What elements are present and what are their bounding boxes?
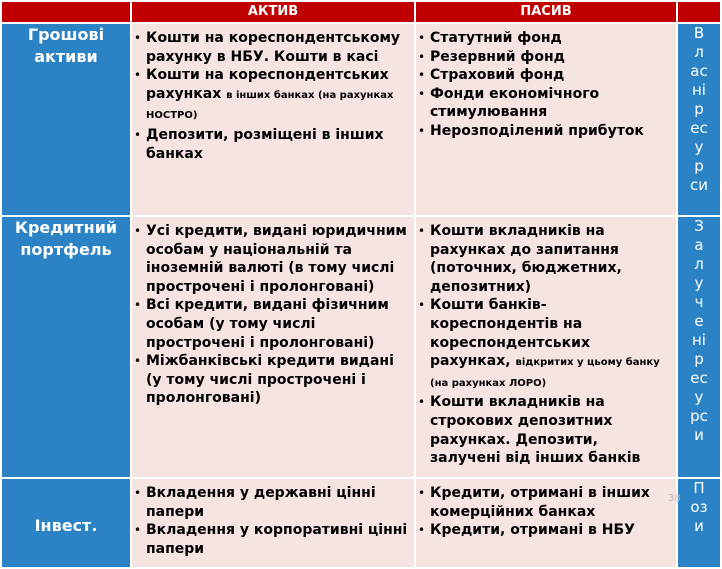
side-label-part: р	[694, 350, 704, 368]
list-item: • Кошти вкладників на строкових депозитних рахунках. Депозити, залучені від інших банків	[430, 393, 672, 467]
side-label-part: ес	[690, 119, 708, 137]
side-label-part: В	[693, 24, 705, 42]
list-item: • Статутний фонд	[430, 29, 672, 48]
side-label	[677, 216, 721, 478]
list-item-text: Кошти банків-кореспондентів на кореспондентських рахунках,	[430, 297, 590, 370]
list-item: • Кредити, отримані в НБУ	[430, 521, 672, 540]
liability-cell	[415, 23, 677, 216]
list-item	[430, 296, 672, 393]
side-label-part: л	[694, 43, 704, 61]
list-item: • Кошти на кореспондентському рахунку в НБУ. Кошти в касі	[146, 29, 410, 66]
side-label-part: и	[694, 517, 704, 535]
side-label-part: З	[694, 217, 704, 235]
header-blank-cell	[1, 1, 131, 23]
liability-cell	[415, 216, 677, 478]
header-asset: АКТИВ	[131, 1, 415, 23]
list-item-text: Кошти на кореспондентських рахунках	[146, 67, 389, 102]
side-label-part: у	[694, 138, 704, 156]
row-category: Кредитний портфель	[1, 216, 131, 478]
header-blank-cell	[677, 1, 721, 23]
list-item: • Кредити, отримані в інших комерційних банках	[430, 484, 672, 521]
side-label-part: ес	[690, 369, 708, 387]
side-label-part: ні	[692, 331, 706, 349]
side-label-part: П	[693, 479, 705, 497]
side-label-part: а	[694, 236, 704, 254]
row-category: Грошові активи	[1, 23, 131, 216]
table-row	[1, 478, 721, 568]
list-item-small: відкритих у цьому банку (на рахунках ЛОРО)	[430, 357, 660, 389]
table-row	[1, 23, 721, 216]
side-label-part: оз	[690, 498, 708, 516]
list-item: • Депозити, розміщені в інших банках	[146, 126, 410, 163]
list-item: • Кошти вкладників на рахунках до запитання (поточних, бюджетних, депозитних)	[430, 222, 672, 296]
liability-cell	[415, 478, 677, 568]
list-item: • Міжбанківські кредити видані (у тому числі прострочені і пролонговані)	[146, 352, 410, 408]
side-label-part: р	[694, 157, 704, 175]
side-label-part: л	[694, 255, 704, 273]
side-label-part: и	[694, 426, 704, 444]
header-liability: ПАСИВ	[415, 1, 677, 23]
side-label-part: ні	[692, 81, 706, 99]
side-label-part: у	[694, 274, 704, 292]
side-label-part: си	[690, 176, 708, 194]
list-item: • Вкладення у державні цінні папери	[146, 484, 410, 521]
page-number: 38	[668, 493, 681, 504]
asset-cell	[131, 478, 415, 568]
asset-cell	[131, 23, 415, 216]
list-item: • Резервний фонд	[430, 48, 672, 67]
table-header-row	[1, 1, 721, 23]
list-item: • Фонди економічного стимулювання	[430, 85, 672, 122]
list-item-small: НОСТРО)	[146, 110, 198, 122]
list-item: • Страховий фонд	[430, 66, 672, 85]
list-item-small: в інших банках (на рахунках	[226, 89, 394, 101]
list-item: • Всі кредити, видані фізичним особам (у тому числі прострочені і пролонговані)	[146, 296, 410, 352]
row-category: Інвест.	[1, 478, 131, 568]
side-label	[677, 478, 721, 568]
side-label-part: ас	[690, 62, 708, 80]
list-item: • Нерозподілений прибуток	[430, 122, 672, 141]
list-item: • Усі кредити, видані юридичним особам у національній та іноземній валюті (в тому числі прострочені і пролонговані)	[146, 222, 410, 296]
asset-cell	[131, 216, 415, 478]
side-label-part: р	[694, 100, 704, 118]
side-label-part: е	[694, 312, 704, 330]
side-label	[677, 23, 721, 216]
side-label-part: рс	[690, 407, 708, 425]
table-row	[1, 216, 721, 478]
list-item	[146, 66, 410, 126]
list-item: • Вкладення у корпоративні цінні папери	[146, 521, 410, 558]
side-label-part: ч	[694, 293, 704, 311]
side-label-part: у	[694, 388, 704, 406]
